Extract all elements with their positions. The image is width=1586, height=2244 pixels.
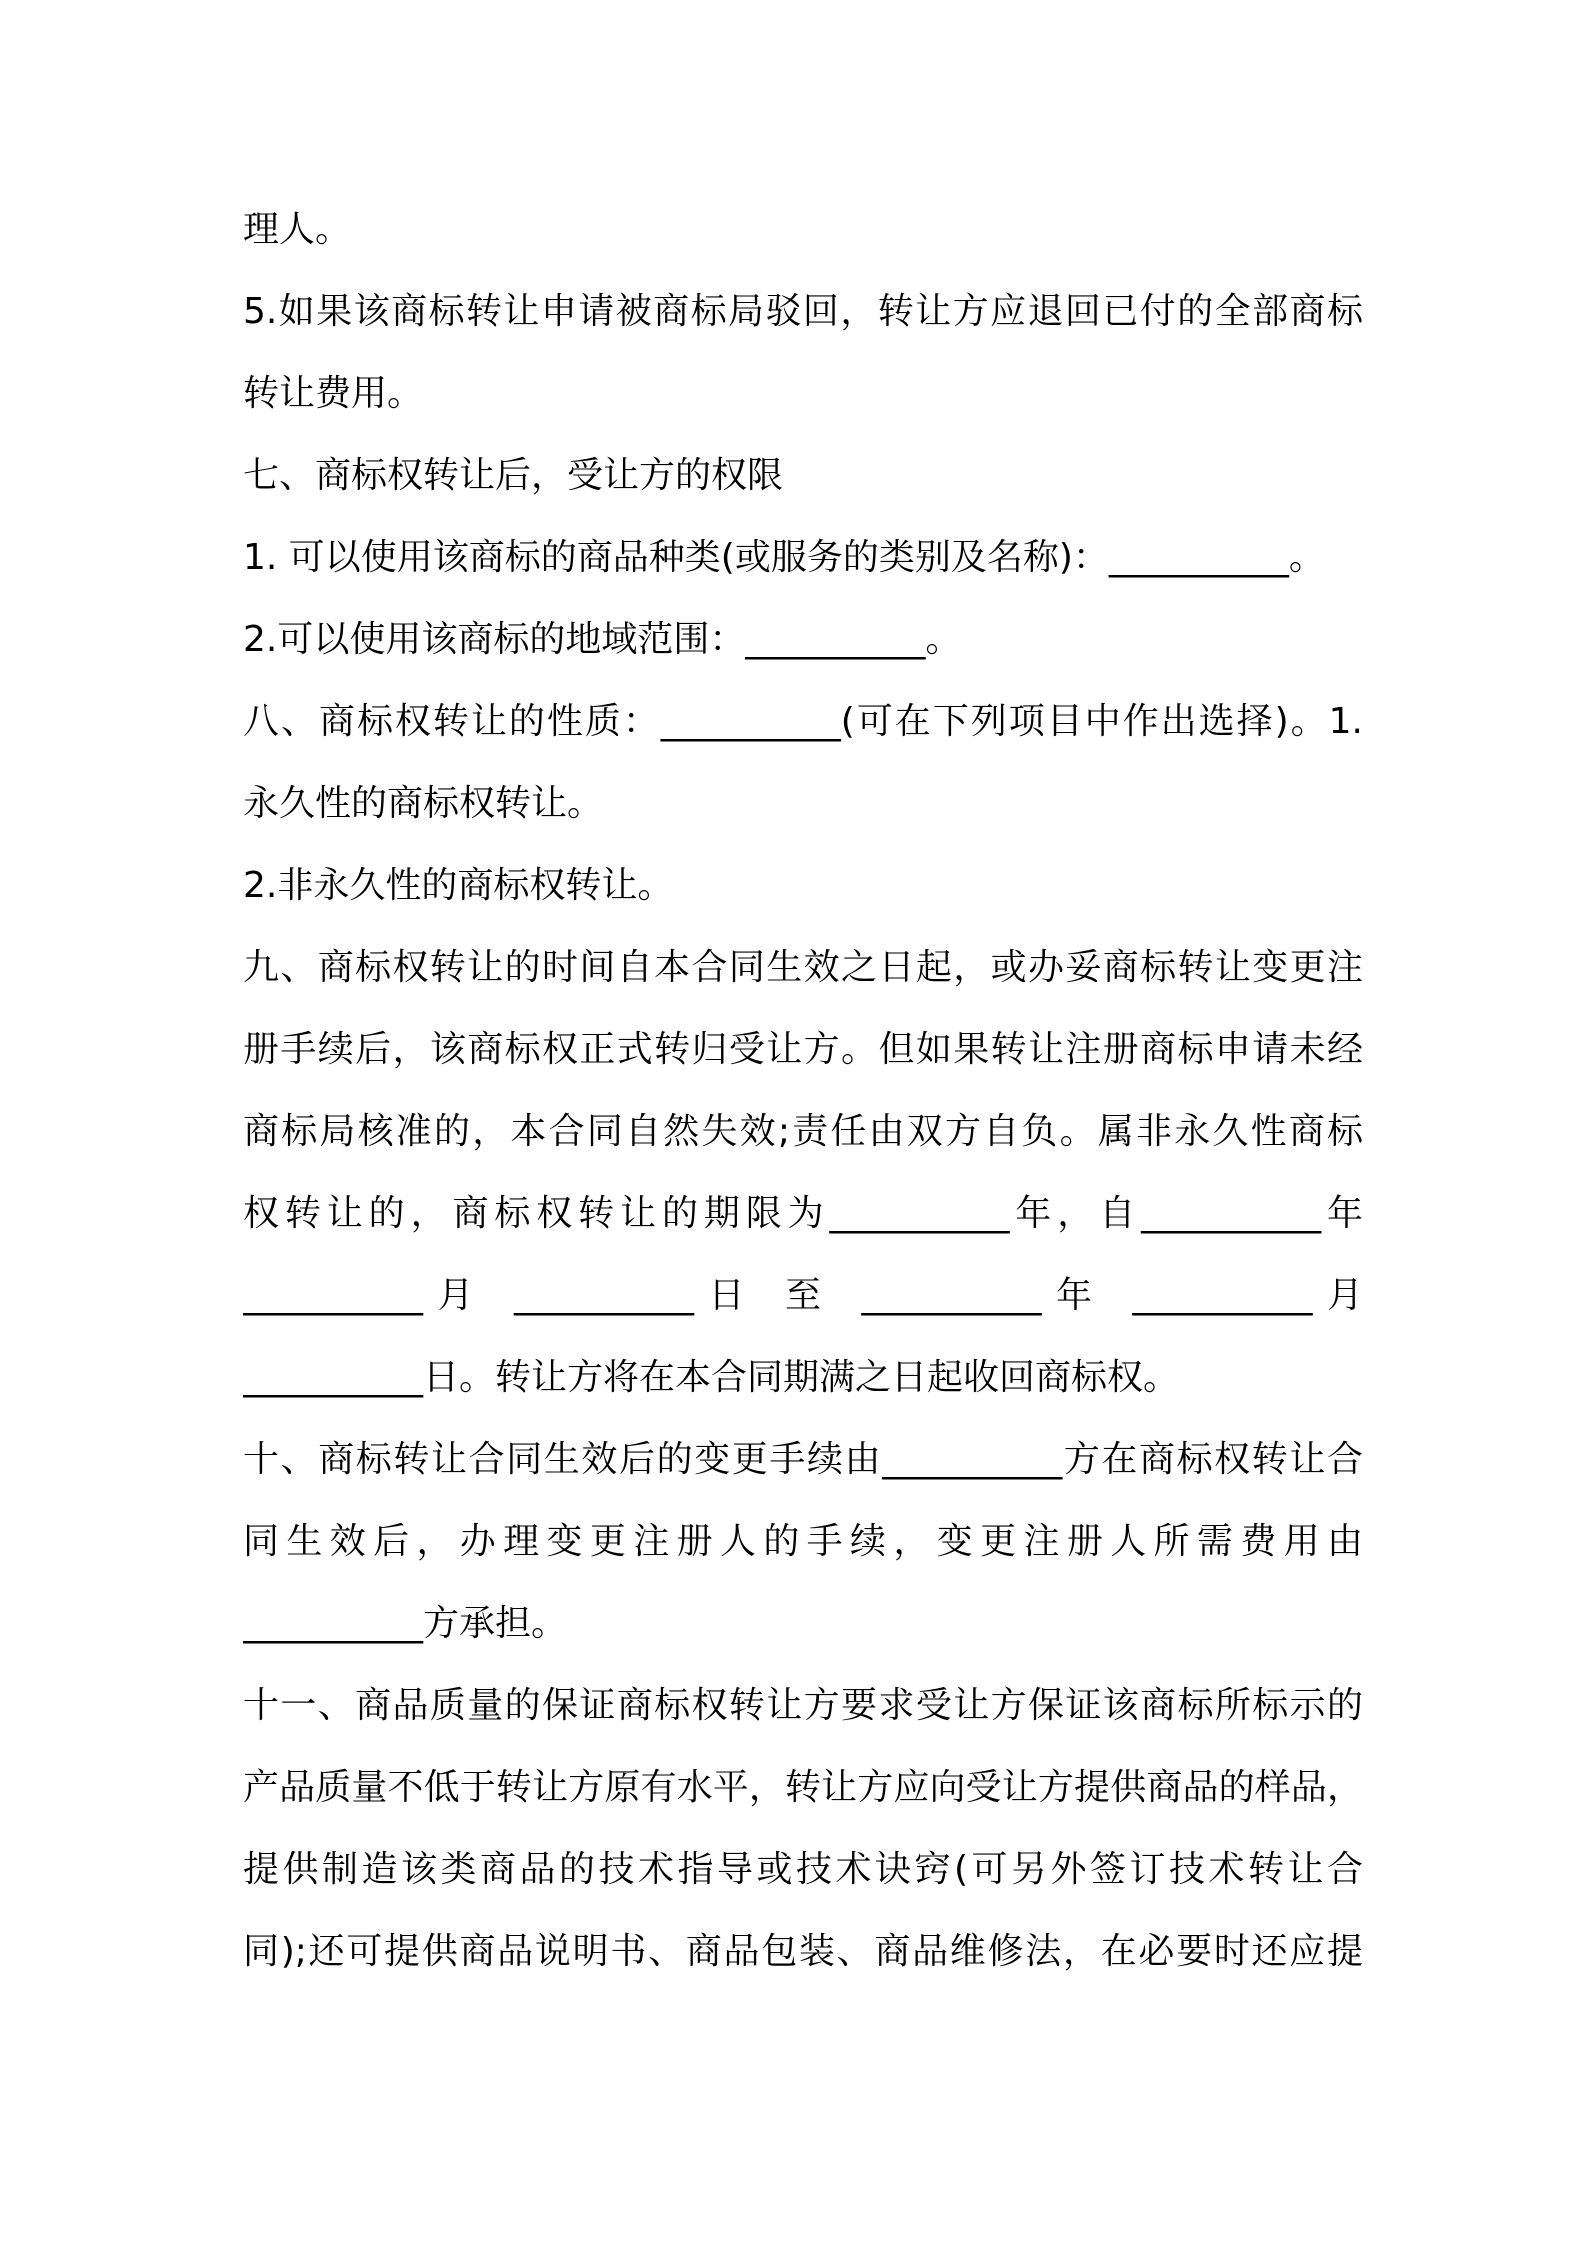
- section-heading: 十、商标转让合同生效后的变更手续由__________方在商标权转让合: [243, 1439, 1363, 1480]
- text-line: 产品质量不低于转让方原有水平，转让方应向受让方提供商品的样品，: [243, 1767, 1363, 1808]
- text-line: 1. 可以使用该商标的商品种类(或服务的类别及名称)：__________。: [243, 537, 1325, 578]
- text-line: 理人。: [243, 209, 352, 250]
- text-line: 转让费用。: [243, 373, 424, 414]
- text-line: __________月 __________日 至 __________年 __________月: [243, 1275, 1363, 1316]
- text-line: 权转让的，商标权转让的期限为__________年，自__________年: [243, 1193, 1363, 1234]
- text-line: 2.非永久性的商标权转让。: [243, 865, 674, 906]
- text-line: __________日。转让方将在本合同期满之日起收回商标权。: [243, 1357, 1180, 1398]
- text-line: __________方承担。: [243, 1603, 568, 1644]
- section-heading: 七、商标权转让后，受让方的权限: [243, 455, 784, 496]
- text-line: 册手续后，该商标权正式转归受让方。但如果转让注册商标申请未经: [243, 1029, 1363, 1070]
- section-heading: 九、商标权转让的时间自本合同生效之日起，或办妥商标转让变更注: [243, 947, 1363, 988]
- section-heading: 十一、商品质量的保证商标权转让方要求受让方保证该商标所标示的: [243, 1685, 1363, 1726]
- text-line: 提供制造该类商品的技术指导或技术诀窍(可另外签订技术转让合: [243, 1849, 1363, 1890]
- text-line: 2.可以使用该商标的地域范围：__________。: [243, 619, 962, 660]
- text-line: 永久性的商标权转让。: [243, 783, 604, 824]
- text-line: 同生效后，办理变更注册人的手续，变更注册人所需费用由: [243, 1521, 1363, 1562]
- text-line: 5.如果该商标转让申请被商标局驳回，转让方应退回已付的全部商标: [243, 291, 1363, 332]
- text-line: 同);还可提供商品说明书、商品包装、商品维修法，在必要时还应提: [243, 1931, 1363, 1972]
- section-heading: 八、商标权转让的性质：__________(可在下列项目中作出选择)。1.: [243, 701, 1363, 742]
- text-line: 商标局核准的，本合同自然失效;责任由双方自负。属非永久性商标: [243, 1111, 1363, 1152]
